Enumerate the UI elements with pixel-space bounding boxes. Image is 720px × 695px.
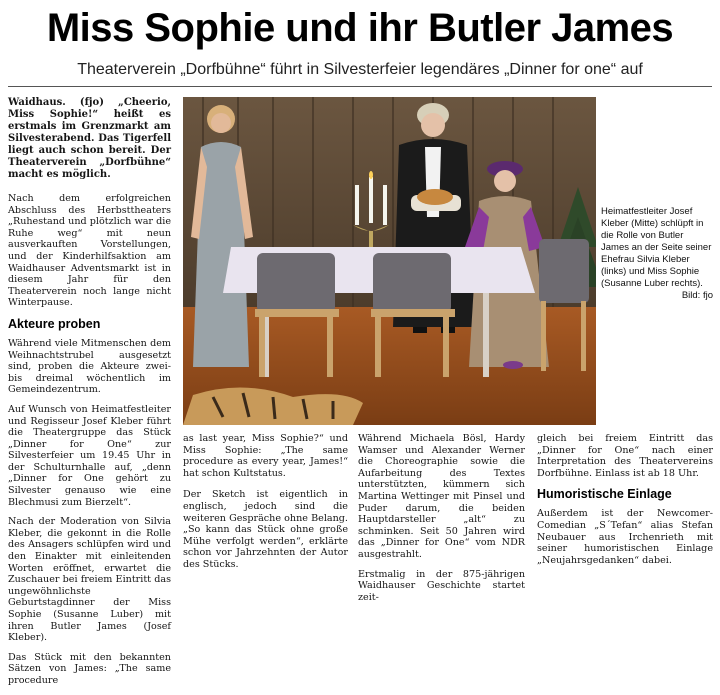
article-column-4 bbox=[537, 433, 713, 574]
paragraph: gleich bei freiem Eintritt das „Dinner for One“ nach einer Interpretation des Theatervereins Dorfbühne. Einlass ist ab 18 Uhr. bbox=[537, 433, 713, 479]
paragraph: Erstmalig in der 875-jährigen Waidhauser Geschichte startet zeit- bbox=[358, 568, 525, 603]
paragraph: Das Stück mit den bekannten Sätzen von James: „The same procedure bbox=[8, 651, 171, 686]
paragraph: Nach dem erfolgreichen Abschluss des Herbsttheaters „Ruhestand und plötzlich war die Ruhe weg“ mit neun ausverkauften Vorstellungen, und der Kinderhilfsaktion am Waidhauser Adventsmarkt ist in diesem Jahr für den Theaterverein noch lange nicht Winterpause. bbox=[8, 193, 171, 309]
paragraph: Nach der Moderation von Silvia Kleber, die gekonnt in die Rolle des Ansagers schlüpfen wird und den Einakter mit einleitenden Worten eröffnet, erwartet die Zuschauer bei freiem Eintritt das ungewöhnlichste Geburtstagdinner der Miss Sophie (Susanne Luber) mit ihren Butler James (Josef Kleber). bbox=[8, 516, 171, 644]
headline: Miss Sophie und ihr Butler James bbox=[46, 6, 674, 50]
article-column-2 bbox=[183, 433, 348, 579]
subheadline: Theaterverein „Dorfbühne“ führt in Silvesterfeier legendäres „Dinner for one“ auf bbox=[77, 61, 643, 78]
section-heading-akteure: Akteure proben bbox=[8, 316, 101, 331]
paragraph: as last year, Miss Sophie?“ und Miss Sophie: „The same procedure as every year, James!“ hat schon Kultstatus. bbox=[183, 433, 348, 479]
caption-text: Heimatfestleiter Josef Kleber (Mitte) schlüpft in die Rolle von Butler James an der Seite seiner Ehefrau Silvia Kleber (links) und Miss Sophie (Susanne Luber rechts). bbox=[601, 206, 712, 289]
paragraph: Außerdem ist der Newcomer-Comedian „S´Tefan“ alias Stefan Neubauer aus Irchenrieth mit seiner humoristischen Einlage „Neujahrsgedanken“ dabei. bbox=[537, 508, 713, 566]
article-column-3 bbox=[358, 433, 525, 611]
photo-credit: Bild: fjo bbox=[681, 290, 713, 301]
paragraph: Auf Wunsch von Heimatfestleiter und Regisseur Josef Kleber führt die Theatergruppe das Stück „Dinner for One“ zur Silvesterfeier um 19.45 Uhr in der Schulturnhalle auf, „denn „Dinner for One gehört zu Silvester genauso wie eine Blechmusi zum Bierzelt“. bbox=[8, 403, 171, 508]
theater-photo bbox=[183, 97, 596, 425]
paragraph: Der Sketch ist eigentlich in englisch, jedoch sind die weiteren Gespräche ohne Belang. „So kann das Stück ohne große Mühe verfolgt werden“, erklärte schon vor Jahrzehnten der Autor des Stücks. bbox=[183, 489, 348, 570]
header-divider bbox=[8, 86, 712, 87]
paragraph: Während viele Mitmenschen dem Weihnachtstrubel ausgesetzt sind, proben die Akteure zwei- bis dreimal wöchentlich im Gemeindezentrum. bbox=[8, 337, 171, 396]
photo-caption bbox=[601, 206, 713, 302]
lead-paragraph: Waidhaus. (fjo) „Cheerio, Miss Sophie!“ heißt es erstmals im Grenzmarkt am Silvesterabend. Das Tigerfell liegt auch schon bereit. Der Theaterverein „Dorfbühne“ macht es möglich. bbox=[8, 97, 171, 180]
paragraph: Während Michaela Bösl, Hardy Wamser und Alexander Werner die Choreographie sowie die Aufarbeitung des Textes unterstützten, kümmern sich Martina Wettinger mit Pinsel und Puder darum, die beiden Hauptdarsteller „alt“ zu schminken. Seit 50 Jahren wird das „Dinner for One“ vom NDR ausgestrahlt. bbox=[358, 433, 525, 560]
stage-scene-illustration bbox=[183, 97, 596, 425]
article-column-1 bbox=[8, 97, 171, 695]
section-heading-humoristische: Humoristische Einlage bbox=[537, 487, 672, 502]
